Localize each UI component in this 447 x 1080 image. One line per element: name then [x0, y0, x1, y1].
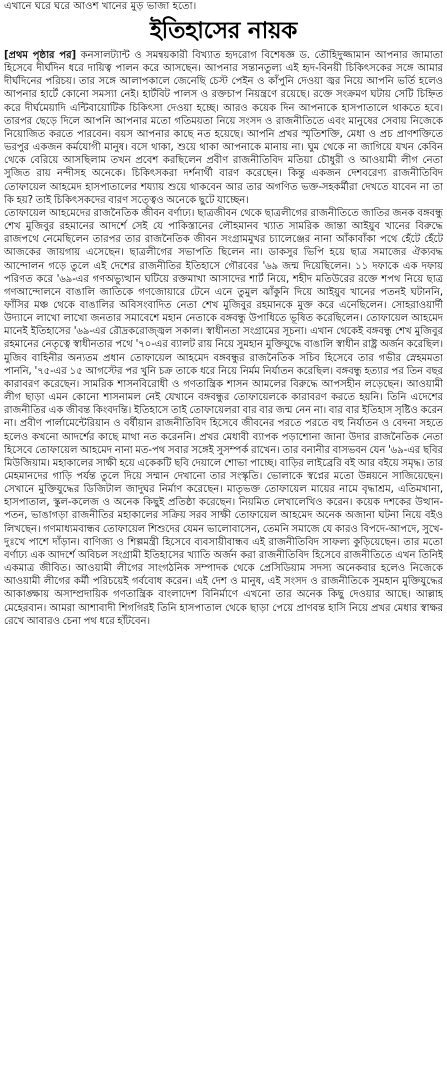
- article-paragraph-2: তোফায়েল আহমেদের রাজনৈতিক জীবন বর্ণাঢ্য। ছাত্রজীবন থেকে ছাত্রলীগের রাজনীতিতে জাতির জনক বঙ্গবন্ধু শেখ মুজিবুর রহমানের আদর্শে সেই যে পাকিস্তানের লৌহমানব খ্যাত সামরিক জান্তা আইয়ুব খানের বিরুদ্ধে রাজপথে নেমেছিলেন তারপর তার রাজনৈতিক জীবন সংগ্রামমুখর চ্যালেঞ্জের নানা আঁকাবাঁকা পথে হেঁটে হেঁটে আজকের জায়গায় এসেছেন। ছাত্রলীগের সভাপতি ছিলেন না। ডাকসুর ভিপি হয়ে ছাত্র সমাজের ঐক্যবদ্ধ আন্দোলন গড়ে তুলে এই দেশের রাজনীতির ইতিহাসে গৌরবের '৬৯ জন্ম দিয়েছিলেন। ১১ দফাকে এক দফায় পরিণত করে '৬৯-এর গণঅভ্যুত্থান ঘটিয়ে রক্তমাখা আসাদের শার্ট নিয়ে, শহীদ মতিউরের রক্তে শপথ নিয়ে ছাত্র গণআন্দোলনে বাঙালি জাতিকে গণজোয়ারে টেনে এনে তুমুল ঝাঁকুনি দিয়ে আইয়ুব খানের পতনই ঘটাননি, ফাঁসির মঞ্চ থেকে বাঙালির অবিসংবাদিত নেতা শেখ মুজিবুর রহমানকে মুক্ত করে এনেছিলেন। সোহরাওয়ার্দী উদ্যানে লাখো লাখো জনতার সমাবেশে মহান নেতাকে বঙ্গবন্ধু উপাধিতে ভূষিত করেছিলেন। তোফায়েল আহমেদ মানেই ইতিহাসের '৬৯-এর রৌদ্রকরোজ্জ্বল সকাল। স্বাধীনতা সংগ্রামের সূচনা। এখান থেকেই বঙ্গবন্ধু শেখ মুজিবুর রহমানের নেতৃত্বে স্বাধীনতার পথে '৭০-এর ব্যালট রায় নিয়ে সুমহান মুক্তিযুদ্ধে বাঙালি স্বাধীন রাষ্ট্র অর্জন করেছিল। মুজিব বাহিনীর অন্যতম প্রধান তোফায়েল আহমেদ বঙ্গবন্ধুর রাজনৈতিক সচিব হিসেবে তার গভীর স্নেহমমতা পাননি, '৭৫-এর ১৫ আগস্টের পর খুনি চক্র তাকে ধরে নিয়ে নির্মম নির্যাতন করেছিল। বঙ্গবন্ধু হত্যার পর তিন বছর কারাবরণ করেছেন। সামরিক শাসনবিরোধী ও গণতান্ত্রিক শাসন আমলের বিরুদ্ধে আপসহীন লড়েছেন। আওয়ামী লীগ ছাড়া এমন কোনো শাসনামল নেই যেখানে বঙ্গবন্ধুর তোফায়েলকে কারাবরণ করতে হয়নি। তিনি এদেশের রাজনীতির এক জীবন্ত কিংবদন্তি। ইতিহাসে তাই তোফায়েলরা বার বার জন্ম নেন না। বার বার ইতিহাস সৃষ্টিও করেন না। প্রবীণ পার্লামেন্টেরিয়ান ও বর্ষীয়ান রাজনীতিবিদ হিসেবে জীবনের পরতে পরতে বহু নির্যাতন ও বেদনা সহতে হলেও কখনো আদর্শের কাছে মাথা নত করেননি। প্রখর মেধাবী ব্যাপক পড়াশোনা জানা উদার রাজনৈতিক নেতা হিসেবে তোফায়েল আহমেদ নানা মত-পথ সবার সঙ্গেই সুসম্পর্ক রাখেন। তার বনানীর বাসভবন যেন '৬৯-এর ছবির মিউজিয়াম। মহাকালের সাক্ষী হয়ে একেকটি ছবি দেয়ালে শোভা পাচ্ছে। বাড়ির লাইব্রেরি বই আর বইয়ে সমৃদ্ধ। তার মেহমানদের গাড়ি পর্যন্ত তুলে দিয়ে সম্মান দেখানো তার সংস্কৃতি। ভোলাকে স্বপ্নের মতো উন্নয়নে সাজিয়েছেন। সেখানে মুক্তিযুদ্ধের ডিজিটাল জাদুঘর নির্মাণ করেছেন। মাতৃভক্ত তোফায়েল মায়ের নামে বৃদ্ধাশ্রম, এতিমখানা, হাসপাতাল, স্কুল-কলেজ ও অনেক কিছুই প্রতিষ্ঠা করেছেন। নিয়মিত লেখালেখিও করেন। কয়েক দশকের উত্থান-পতন, ভাঙাগড়া রাজনীতির মহাকালের সক্রিয় সরব সাক্ষী তোফায়েল আহমেদ অনেক অজানা ঘটনা নিয়ে বইও লিখছেন। গণমাধ্যমবান্ধব তোফায়েল শিশুদের যেমন ভালোবাসেন, তেমনি সমাজে যে কারও বিপদে-আপদে, সুখে-দুঃখে পাশে দাঁড়ান। বাণিজ্য ও শিল্পমন্ত্রী হিসেবে ব্যবসায়ীবান্ধব এই রাজনীতিবিদ সাফল্য কুড়িয়েছেন। তার মতো বর্ণাঢ্য এক আদর্শে অবিচল সংগ্রামী ইতিহাসের খ্যাতি অর্জন করা রাজনীতিবিদ হিসেবে রাজনীতিতে এখন তিনিই একমাত্র জীবিত। আওয়ামী লীগের সাংগঠনিক সম্পাদক থেকে প্রেসিডিয়াম সদস্য অনেকবার হলেও নিজেকে আওয়ামী লীগের কর্মী পরিচয়েই গর্ববোধ করেন। এই দেশ ও মানুষ, এই সংসদ ও রাজনীতিকে সুমহান মুক্তিযুদ্ধের আকাঙ্ক্ষায় অসাম্প্রদায়িক গণতান্ত্রিক বাংলাদেশ বিনির্মাণে এখনো তার অনেক কিছু দেওয়ার আছে। আল্লাহ মেহেরবান। আমরা আশাবাদী শিগগিরই তিনি হাসপাতাল থেকে ছাড়া পেয়ে প্রাণবন্ত হাসি নিয়ে প্রখর মেধার স্বাক্ষর রেখে আবারও চেনা পথ ধরে হাঁটবেন।: [4, 207, 443, 627]
- article-body: [4, 49, 443, 1079]
- continuation-tag: [প্রথম পৃষ্ঠার পর]: [4, 50, 77, 61]
- previous-article-tail: এখানে ঘরে ঘরে আওশ খানের মুড় ভাজা হতো।: [4, 1, 197, 12]
- article-paragraph-1: [4, 49, 443, 207]
- article-headline: ইতিহাসের নায়ক: [150, 18, 297, 44]
- paragraph-1-text: কনসালট্যান্ট ও সমন্বয়কারী বিখ্যাত হৃদরোগ বিশেষজ্ঞ ড. তৌহিদুজ্জামান আপনার জামাতা হিসেবে দীর্ঘদিন ধরে দায়িত্ব পালন করে আসছেন। আপনার সন্তানতুল্য এই হৃদ-বিনয়ী চিকিৎসকের সঙ্গে আমার দীর্ঘদিনের পরিচয়। তার সঙ্গে আলাপকালে জেনেছি চেস্ট পেইন ও কাঁপুনি দেওয়া জ্বর নিয়ে আপনি ভর্তি হলেও আপনার হার্টে কোনো সমস্যা নেই। হার্টবিট পালস ও রক্তচাপ নিয়ন্ত্রণে রয়েছে। রক্তে সংক্রমণ ঘটায় সেটি চিহ্নিত করে দীর্ঘমেয়াদি এন্টিবায়োটিক চিকিৎসা দেওয়া হচ্ছে। আরও কয়েক দিন আপনাকে হাসপাতালে থাকতে হবে। তারপর ছেড়ে দিলে আপনি আপনার মতো গতিময়তা নিয়ে সংসদ ও রাজনীতিতে এবং মানুষের সেবায় নিজেকে নিয়োজিত করতে পারবেন। বয়স আপনার কাছে নত হয়েছে। আপনি প্রখর স্মৃতিশক্তি, মেধা ও প্রচ প্রাণশক্তিতে ভরপুর একজন কর্মযোগী মানুষ। বসে থাকা, শুয়ে থাকা আপনাকে মানায় না। ঘুম থেকে না জাগিয়ে যখন কেবিন থেকে বেরিয়ে আসছিলাম তখন প্রবেশ করছিলেন প্রবীণ রাজনীতিবিদ মতিয়া চৌধুরী ও আওয়ামী লীগ নেতা সুজিত রায় নন্দীসহ অনেকে। চিকিৎসকরা দর্শনার্থী বারণ করেছেন। কিন্তু একজন দেশবরেণ্য রাজনীতিবিদ তোফায়েল আহমেদ হাসপাতালের শয্যায় শুয়ে থাকবেন আর তার অগণিত ভক্ত-সহকর্মীরা দেখতে যাবেন না তা কি হয়? তাই চিকিৎসকদের বারণ সত্ত্বেও অনেকে ছুটে যাচ্ছেন।: [4, 50, 443, 206]
